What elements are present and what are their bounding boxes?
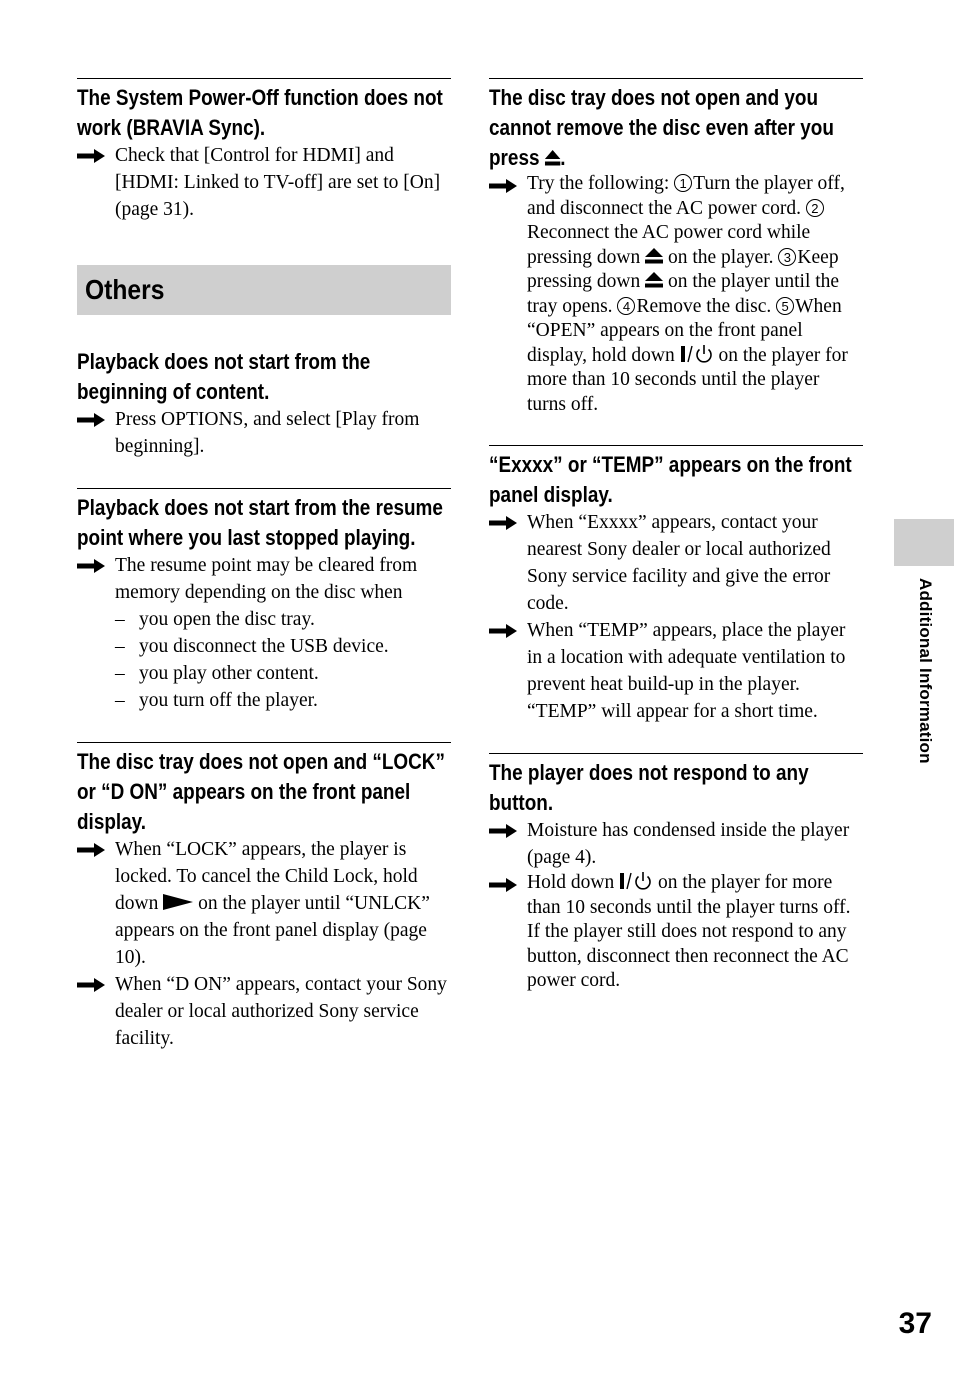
right-arrow-icon	[489, 179, 517, 193]
section-tray	[489, 78, 863, 417]
others-title: Others	[85, 274, 165, 305]
heading-respond: The player does not respond to any button.	[489, 760, 809, 815]
right-arrow-icon	[77, 978, 105, 992]
solution-text: on the player until “UNLCK” appears on the front panel display (page 10).	[115, 893, 430, 968]
right-arrow-icon	[489, 624, 517, 638]
section-playback-begin	[77, 343, 451, 460]
side-section-label: Additional Information	[916, 578, 935, 764]
heading-power-off: The System Power-Off function does not work (BRAVIA Sync).	[77, 85, 443, 140]
list-item: – you open the disc tray.	[115, 609, 315, 630]
solution-item	[77, 836, 451, 971]
right-arrow-icon	[489, 824, 517, 838]
solution-item: Try the following: 1 Turn the player off, and disconnect the AC power cord. 2Reconnect the AC power cord while pressing down on the player. 3 Keep pressing down on the player until the tray opens. 4 Remove the disc. 5 When “OPEN” appears on the front panel display, hold down on the player for more than 10 seconds until the player turns off.	[489, 172, 863, 417]
step-number: 1	[674, 174, 692, 192]
step-number: 2	[806, 199, 824, 217]
section-respond	[489, 753, 863, 994]
solution-text: Press OPTIONS, and select [Play from beginning].	[115, 409, 420, 457]
section-resume	[77, 488, 451, 714]
heading-resume: Playback does not start from the resume point where you last stopped playing.	[77, 495, 443, 550]
solution-item	[77, 406, 451, 460]
eject-icon	[645, 248, 663, 264]
power-standby-icon	[619, 871, 653, 891]
step-number: 3	[778, 248, 796, 266]
play-icon	[163, 894, 193, 910]
heading-tray: The disc tray does not open and you cannot remove the disc even after you press .	[489, 85, 834, 170]
solution-text: Check that [Control for HDMI] and [HDMI: Linked to TV-off] are set to [On] (page 31).	[115, 145, 441, 220]
heading-exxxx: “Exxxx” or “TEMP” appears on the front panel display.	[489, 452, 852, 507]
solution-text: The resume point may be cleared from memory depending on the disc when	[115, 555, 418, 603]
section-power-off	[77, 78, 451, 223]
right-arrow-icon	[77, 843, 105, 857]
eject-icon	[545, 150, 560, 166]
list-item: – you play other content.	[115, 663, 319, 684]
eject-icon	[645, 272, 663, 288]
solution-text: When “Exxxx” appears, contact your nearest Sony dealer or local authorized Sony service facility and give the error code.	[527, 512, 831, 614]
list-item: – you turn off the player.	[115, 690, 318, 711]
heading-playback-begin: Playback does not start from the beginning of content.	[77, 349, 371, 404]
step-number: 5	[776, 297, 794, 315]
right-arrow-icon	[489, 878, 517, 892]
step-number: 4	[617, 297, 635, 315]
right-arrow-icon	[489, 516, 517, 530]
solution-item	[77, 552, 451, 606]
solution-item	[77, 971, 451, 1052]
left-column	[77, 78, 451, 1080]
section-lock	[77, 742, 451, 1052]
solution-item: Hold down on the player for more than 10 seconds until the player turns off. If the player still does not respond to any button, disconnect then reconnect the AC power cord.	[489, 871, 863, 994]
solution-item	[77, 142, 451, 223]
solution-text: If the player still does not respond to any button, disconnect then reconnect the AC power cord.	[527, 921, 849, 991]
solution-item	[489, 817, 863, 871]
solution-text: When “D ON” appears, contact your Sony dealer or local authorized Sony service facility.	[115, 974, 447, 1049]
solution-text: Moisture has condensed inside the player (page 4).	[527, 820, 850, 868]
solution-item	[489, 509, 863, 617]
solution-text: When “LOCK” appears, the player is locked. To cancel the Child Lock, hold down	[115, 839, 418, 914]
list-item: – you disconnect the USB device.	[115, 636, 389, 657]
right-arrow-icon	[77, 149, 105, 163]
solution-text: When “TEMP” appears, place the player in a location with adequate ventilation to prevent heat build-up in the player. “TEMP” will appear for a short time.	[527, 620, 846, 722]
heading-lock: The disc tray does not open and “LOCK” or “D ON” appears on the front panel display.	[77, 749, 445, 834]
right-column	[489, 78, 863, 1022]
solution-item	[489, 617, 863, 725]
others-section-bar	[77, 265, 451, 315]
right-arrow-icon	[77, 413, 105, 427]
side-tab	[894, 519, 954, 566]
section-exxxx	[489, 445, 863, 725]
right-arrow-icon	[77, 559, 105, 573]
page-number: 37	[898, 1307, 932, 1340]
power-standby-icon	[680, 344, 714, 364]
